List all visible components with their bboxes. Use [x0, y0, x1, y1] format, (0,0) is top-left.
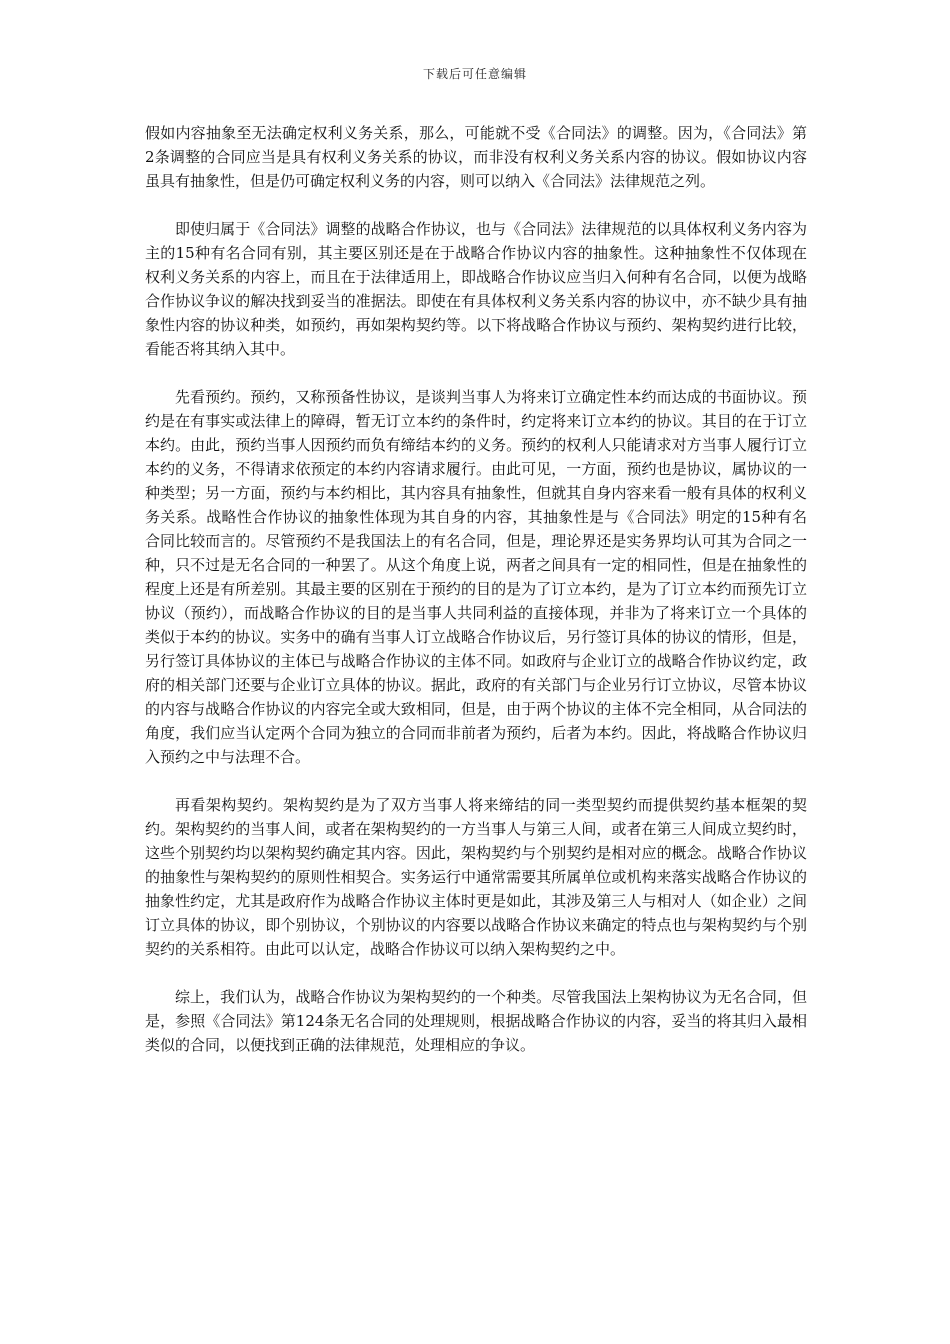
paragraph-5: 综上，我们认为，战略合作协议为架构契约的一个种类。尽管我国法上架构协议为无名合同，但是，参照《合同法》第124条无名合同的处理规则，根据战略合作协议的内容，妥当的将其归入最相类似的合同，以便找到正确的法律规范，处理相应的争议。 — [145, 988, 807, 1054]
document-body — [145, 121, 807, 1081]
paragraph-3: 先看预约。预约，又称预备性协议，是谈判当事人为将来订立确定性本约而达成的书面协议。预约是在有事实或法律上的障碍，暂无订立本约的条件时，约定将来订立本约的协议。其目的在于订立本约。由此，预约当事人因预约而负有缔结本约的义务。预约的权利人只能请求对方当事人履行订立本约的义务，不得请求依预定的本约内容请求履行。由此可见，一方面，预约也是协议，属协议的一种类型；另一方面，预约与本约相比，其内容具有抽象性，但就其自身内容来看一般有具体的权利义务关系。战略性合作协议的抽象性体现为其自身的内容，其抽象性是与《合同法》明定的15种有名合同比较而言的。尽管预约不是我国法上的有名合同，但是，理论界还是实务界均认可其为合同之一种，只不过是无名合同的一种罢了。从这个角度上说，两者之间具有一定的相同性，但是在抽象性的程度上还是有所差别。其最主要的区别在于预约的目的是为了订立本约，是为了订立本约而预先订立协议（预约），而战略合作协议的目的是当事人共同利益的直接体现，并非为了将来订立一个具体的类似于本约的协议。实务中的确有当事人订立战略合作协议后，另行签订具体的协议的情形，但是，另行签订具体协议的主体已与战略合作协议的主体不同。如政府与企业订立的战略合作协议约定，政府的相关部门还要与企业订立具体的协议。据此，政府的有关部门与企业另行订立协议，尽管本协议的内容与战略合作协议的内容完全或大致相同，但是，由于两个协议的主体不完全相同，从合同法的角度，我们应当认定两个合同为独立的合同而非前者为预约，后者为本约。因此，将战略合作协议归入预约之中与法理不合。 — [145, 388, 807, 766]
page-header: 下载后可任意编辑 — [422, 67, 527, 81]
paragraph-4: 再看架构契约。架构契约是为了双方当事人将来缔结的同一类型契约而提供契约基本框架的契约。架构契约的当事人间，或者在架构契约的一方当事人与第三人间，或者在第三人间成立契约时，这些个别契约均以架构契约确定其内容。因此，架构契约与个别契约是相对应的概念。战略合作协议的抽象性与架构契约的原则性相契合。实务运行中通常需要其所属单位或机构来落实战略合作协议的抽象性约定，尤其是政府作为战略合作协议主体时更是如此，其涉及第三人与相对人（如企业）之间订立具体的协议，即个别协议，个别协议的内容要以战略合作协议来确定的特点也与架构契约与个别契约的关系相符。由此可以认定，战略合作协议可以纳入架构契约之中。 — [145, 796, 807, 958]
paragraph-2: 即使归属于《合同法》调整的战略合作协议，也与《合同法》法律规范的以具体权利义务内容为主的15种有名合同有别，其主要区别还是在于战略合作协议内容的抽象性。这种抽象性不仅体现在权利义务关系的内容上，而且在于法律适用上，即战略合作协议应当归入何种有名合同，以便为战略合作协议争议的解决找到妥当的准据法。即使在有具体权利义务关系内容的协议中，亦不缺少具有抽象性内容的协议种类，如预约，再如架构契约等。以下将战略合作协议与预约、架构契约进行比较，看能否将其纳入其中。 — [145, 220, 807, 358]
paragraph-1: 假如内容抽象至无法确定权利义务关系，那么，可能就不受《合同法》的调整。因为，《合同法》第2条调整的合同应当是具有权利义务关系的协议，而非没有权利义务关系内容的协议。假如协议内容虽具有抽象性，但是仍可确定权利义务的内容，则可以纳入《合同法》法律规范之列。 — [145, 124, 807, 190]
